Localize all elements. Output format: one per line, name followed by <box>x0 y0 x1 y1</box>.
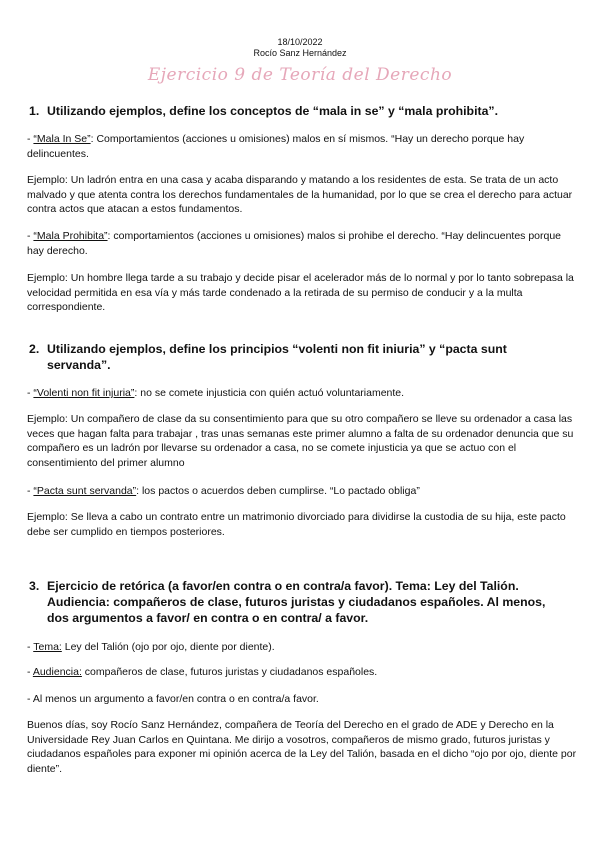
question-2 <box>29 341 567 373</box>
question-text: Utilizando ejemplos, define los principios “volenti non fit iniuria” y “pacta sunt servanda”. <box>47 342 507 372</box>
paragraph: - “Mala Prohibita”: comportamientos (acciones u omisiones) malos si prohibe el derecho. “Hay delincuentes porque hay derecho. <box>27 230 562 257</box>
term: Tema: <box>33 641 62 653</box>
question-1 <box>29 103 567 119</box>
term: “Mala In Se” <box>33 133 91 145</box>
document-title: Ejercicio 9 de Teoría del Derecho <box>147 65 453 85</box>
paragraph: Ejemplo: Un ladrón entra en una casa y acaba disparando y matando a los residentes de esta. Se trata de un acto malvado y que atenta contra los derechos fundamentales de la humanidad, por lo que se crea el derecho para actuar contra actos que atacan a estos fundamentos. <box>27 174 573 215</box>
paragraph: - “Volenti non fit injuria”: no se comete injusticia con quién actuó voluntariamente. <box>27 387 405 399</box>
paragraph: Ejemplo: Un hombre llega tarde a su trabajo y decide pisar el acelerador más de lo normal y por lo tanto sobrepasa la velocidad permitida en esa vía y más tarde condenado a la retirada de su permiso de conducir y a la multa correspondiente. <box>27 272 574 313</box>
paragraph: Buenos días, soy Rocío Sanz Hernández, compañera de Teoría del Derecho en el grado de ADE y Derecho en la Universidade Rey Juan Carlos en Quintana. Me dirijo a vosotros, compañeros de mismo grado, futuros juristas y ciudadanos españoles para exponer mi opinión acerca de la Ley del Talión, basada en el dicho “ojo por ojo, diente por diente”. <box>27 719 577 775</box>
question-number: 3. <box>29 579 40 593</box>
paragraph: Ejemplo: Un compañero de clase da su consentimiento para que su otro compañero se lleve su ordenador a casa las veces que hagan falta para trabajar , tras unas semanas este primer alumno a falta de su ordenador denuncia que su compañero es un ladrón por llevarse su ordenador a casa, no se comete injusticia ya que se actuo con el consentimiento del primer alumno <box>27 413 574 469</box>
author-name: Rocío Sanz Hernández <box>253 48 347 58</box>
document-header <box>0 0 600 85</box>
paragraph: - Al menos un argumento a favor/en contra o en contra/a favor. <box>27 693 319 705</box>
paragraph: - Tema: Ley del Talión (ojo por ojo, diente por diente). <box>27 641 275 653</box>
paragraph: - Audiencia: compañeros de clase, futuros juristas y ciudadanos españoles. <box>27 666 378 678</box>
question-number: 2. <box>29 342 40 356</box>
term: “Pacta sunt servanda” <box>33 485 137 497</box>
question-text: Utilizando ejemplos, define los conceptos de “mala in se” y “mala prohibita”. <box>47 104 498 118</box>
paragraph: - “Mala In Se”: Comportamientos (acciones u omisiones) malos en sí mismos. “Hay un derecho porque hay delincuentes. <box>27 133 525 160</box>
question-number: 1. <box>29 104 40 118</box>
question-3 <box>29 578 567 626</box>
date: 18/10/2022 <box>277 37 323 47</box>
question-text: Ejercicio de retórica (a favor/en contra o en contra/a favor). Tema: Ley del Talión. Audiencia: compañeros de clase, futuros juristas y ciudadanos españoles. Al menos, dos argumentos a favor/ en contra o en contra/ a favor. <box>47 579 546 625</box>
paragraph: - “Pacta sunt servanda”: los pactos o acuerdos deben cumplirse. “Lo pactado obliga” <box>27 485 420 497</box>
paragraph: Ejemplo: Se lleva a cabo un contrato entre un matrimonio divorciado para dividirse la custodia de su hija, este pacto debe ser cumplido en tiempos posteriores. <box>27 511 566 538</box>
term: “Volenti non fit injuria” <box>33 387 135 399</box>
term: Audiencia: <box>32 666 82 678</box>
term: “Mala Prohibita” <box>33 230 108 242</box>
